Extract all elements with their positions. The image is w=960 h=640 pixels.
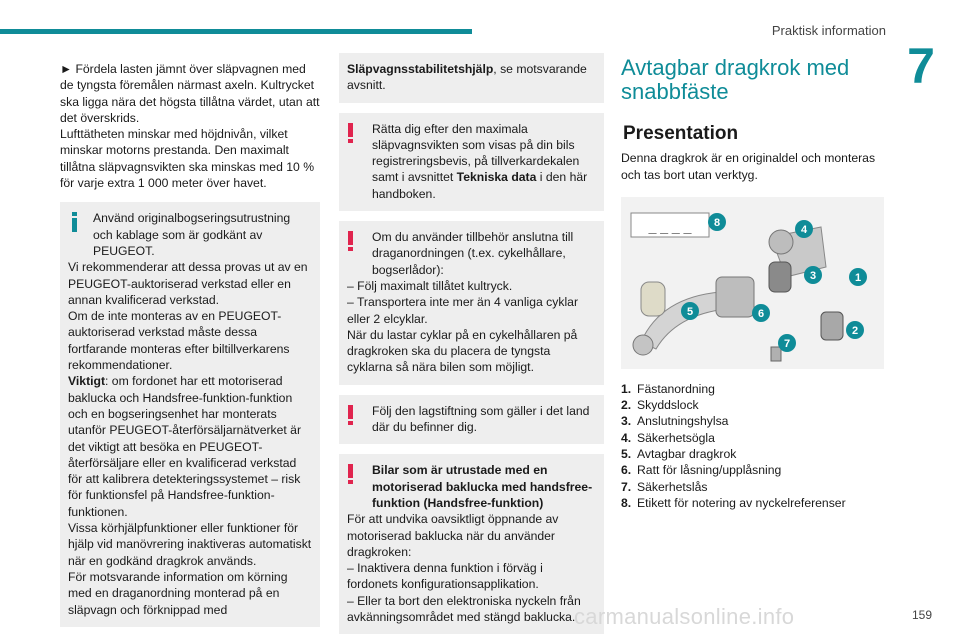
warning-icon <box>348 231 354 251</box>
callout-5: 5 <box>686 305 694 318</box>
warning-box-handsfree: Bilar som är utrustade med en motoriserad baklucka med handsfree-funktion (Handsfree-funktion) För att undvika oavsiktligt öppnande av motoriserad baklucka när du använder dragkroken: – Inaktivera denna funktion i förväg i fordonets konfigurationsapplikation. – Eller ta bort den elektroniska nyckeln från avkänningsområdet med stängd baklucka. <box>339 454 604 634</box>
section-header: Praktisk information <box>771 23 886 38</box>
warning-box-accessories: Om du använder tillbehör anslutna till draganordningen (t.ex. cykelhållare, bogserlådor): – Följ maximalt tillåtet kultryck. – Transportera inte mer än 4 vanliga cyklar eller 2 elcyklar. När du lastar cyklar på en cykelhållaren på dragkroken ska du placera de tyngsta cyklarna så nära bilen som möjligt. <box>339 221 604 385</box>
legend-item: 6. Ratt för låsning/upplåsning <box>621 463 782 478</box>
header-accent-bar <box>0 29 472 34</box>
info-icon <box>69 212 80 232</box>
paragraph-altitude: Lufttätheten minskar med höjdnivån, vilket minskar motorns prestanda. Den maximalt tillåtna släpvagnsvikten ska minskas med 10 % för varje extra 1 000 meter över havet. <box>60 127 315 191</box>
legend-item: 4. Säkerhetsögla <box>621 430 715 445</box>
info-text-3: Viktigt: om fordonet har ett motoriserad baklucka och Handsfree-funktion-funktion och en bogseringsenhet har monterats utanför PEUGEOT-återförsäljarnätverket är det viktigt att besöka en PEUGEOT-återförsäljare eller en kvalificerad verkstad för att kalibrera detekteringssystemet – risk för funktionsfel på Handsfree-funktion-funktionen. <box>68 374 302 519</box>
callout-6: 6 <box>757 307 765 320</box>
info-lead: Använd originalbogseringsutrustning och kablage som är godkänt av PEUGEOT. <box>93 211 291 258</box>
chapter-number: 7 <box>907 38 935 94</box>
warning-box-weight: Rätta dig efter den maximala släpvagnsvikten som visas på din bils registreringsbevis, på tillverkardekalen samt i avsnittet Tekniska data i den här handboken. <box>339 113 604 211</box>
info-box <box>60 202 320 626</box>
legend-item: 7. Säkerhetslås <box>621 479 708 494</box>
warning-icon <box>348 405 354 425</box>
label-blank-text: _ _ _ _ <box>648 217 692 234</box>
callout-1: 1 <box>854 271 862 284</box>
column-1 <box>60 61 320 627</box>
section-title: Avtagbar dragkrok med snabbfäste <box>621 55 850 104</box>
legend-item: 5. Avtagbar dragkrok <box>621 447 737 462</box>
callout-3: 3 <box>809 269 817 282</box>
warning-icon <box>348 123 354 143</box>
info-text-2: Om de inte monteras av en PEUGEOT-auktoriserad verkstad måste dessa fortfarande monteras efter biltillverkarens rekommendationer. <box>68 309 290 373</box>
towbar-figure <box>621 197 884 369</box>
callout-2: 2 <box>851 324 859 337</box>
warning-box-legislation: Följ den lagstiftning som gäller i det land där du befinner dig. <box>339 395 604 445</box>
callout-7: 7 <box>783 337 791 350</box>
callout-8: 8 <box>713 216 721 229</box>
page-number: 159 <box>911 608 932 622</box>
intro-text: Denna dragkrok är en originaldel och monteras och tas bort utan verktyg. <box>621 151 876 182</box>
subsection-title: Presentation <box>623 123 739 144</box>
stability-box: Släpvagnsstabilitetshjälp, se motsvarande avsnitt. <box>339 53 604 103</box>
towbar-illustration <box>621 197 884 369</box>
legend-item: 1. Fästanordning <box>621 381 715 396</box>
info-text-1: Vi rekommenderar att dessa provas ut av en PEUGEOT-auktoriserad verkstad eller en annan kvalificerad verkstad. <box>68 260 308 307</box>
column-3 <box>621 56 886 511</box>
warning-icon <box>348 464 354 484</box>
watermark: carmanualsonline.info <box>574 604 795 629</box>
paragraph-load: ► Fördela lasten jämnt över släpvagnen med de tyngsta föremålen närmast axeln. Kultrycket ska ligga nära det högsta tillåtna värdet, utan att det överskrids. <box>60 62 320 125</box>
legend-item: 3. Anslutningshylsa <box>621 414 729 429</box>
info-text-5: För motsvarande information om körning med en draganordning monterad på en släpvagn och förknippad med <box>68 569 288 617</box>
legend-item: 8. Etikett för notering av nyckelreferenser <box>621 495 846 510</box>
info-important: Viktigt <box>68 374 106 389</box>
component-legend <box>621 381 886 511</box>
callout-4: 4 <box>800 223 808 236</box>
column-2 <box>339 53 604 634</box>
legend-item: 2. Skyddslock <box>621 398 699 413</box>
info-text-4: Vissa körhjälpfunktioner eller funktioner för hjälp vid manövrering inaktiveras automatiskt när en godkänd dragkrok används. <box>68 521 312 568</box>
